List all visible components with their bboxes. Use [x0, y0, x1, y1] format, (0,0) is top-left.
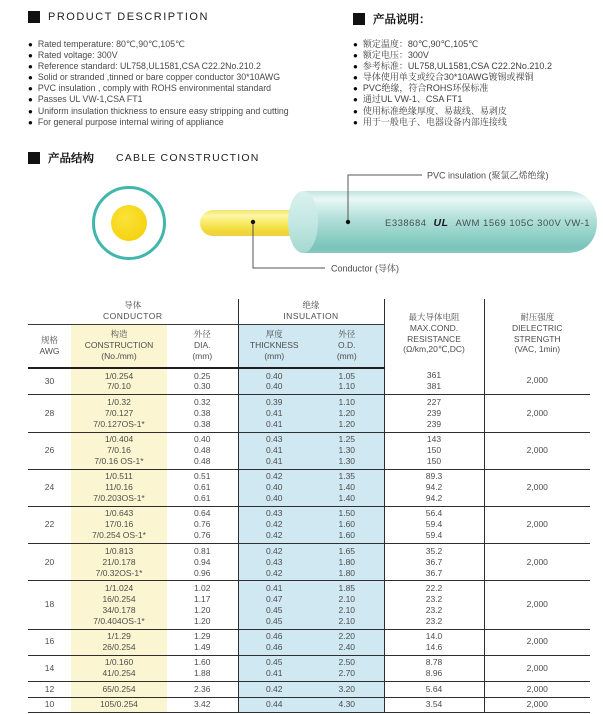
- dia-header: 外径 DIA. (mm): [167, 324, 238, 368]
- list-item: ● Passes UL VW-1,CSA FT1: [28, 94, 143, 105]
- cell-dia: 0.40 0.48 0.48: [193, 434, 211, 466]
- cell-thickness: 0.42 0.40 0.40: [238, 469, 310, 506]
- cell-thickness: 0.46 0.46: [238, 629, 310, 655]
- thickness-header: 厚度 THICKNESS (mm): [238, 324, 310, 368]
- bullet-icon: ●: [353, 95, 358, 105]
- cell-resistance: 8.78 8.96: [384, 655, 484, 681]
- cell-resistance: 35.2 36.7 36.7: [384, 544, 484, 581]
- insulation-end-face: [288, 191, 318, 253]
- list-item: ● 额定电压：300V: [353, 50, 429, 61]
- cell-strength: 2,000: [484, 581, 590, 629]
- section-title-zh: 产品结构: [48, 153, 94, 165]
- cell-od: 1.10 1.20 1.20: [310, 395, 384, 432]
- cell-resistance: 227 239 239: [384, 395, 484, 432]
- conductor-core-circle: [111, 205, 147, 241]
- table-row: [28, 432, 590, 469]
- bullet-icon: ●: [28, 62, 33, 72]
- table-row: [28, 368, 590, 395]
- cell-strength: 2,000: [484, 395, 590, 432]
- cell-dia: 0.32 0.38 0.38: [193, 396, 211, 429]
- bullet-icon: ●: [353, 117, 358, 127]
- cell-construction: 65/0.254: [71, 682, 167, 697]
- list-item: ● 使用标准绝缘厚度、易裁线、易剥皮: [353, 105, 507, 116]
- cell-thickness: 0.42: [238, 682, 310, 697]
- bullet-icon: ●: [28, 117, 33, 127]
- section-square-icon: [28, 152, 40, 164]
- cell-awg: 28: [44, 407, 55, 418]
- cable-construction-header: [28, 150, 260, 166]
- cell-od: 2.20 2.40: [310, 629, 384, 655]
- table-row: [28, 581, 590, 629]
- list-item: ● Solid or stranded ,tinned or bare copper conductor 30*10AWG: [28, 72, 281, 83]
- cell-awg: 16: [44, 636, 55, 647]
- section-title-en: CABLE CONSTRUCTION: [116, 152, 260, 164]
- cell-strength: 2,000: [484, 655, 590, 681]
- cell-od: 1.05 1.10: [310, 368, 384, 395]
- specification-table: [28, 299, 590, 713]
- table-row: [28, 395, 590, 432]
- cable-3d-diagram: [195, 165, 603, 287]
- cell-awg: 18: [44, 599, 55, 610]
- conductor-group-header: 导体 CONDUCTOR: [28, 299, 238, 324]
- ul-mark-icon: UL: [433, 217, 449, 229]
- cell-strength: 2,000: [484, 682, 590, 697]
- bullet-icon: ●: [28, 40, 33, 49]
- cell-dia: 1.29 1.49: [193, 631, 211, 652]
- table-row: [28, 629, 590, 655]
- bullet-icon: ●: [353, 84, 358, 94]
- section-square-icon: [353, 13, 365, 25]
- product-description-zh-header: [353, 11, 431, 27]
- product-description-zh-list: [353, 39, 552, 128]
- list-item: ● PVC绝缘，符合ROHS环保标准: [353, 83, 489, 94]
- bullet-icon: ●: [353, 51, 358, 61]
- cell-thickness: 0.43 0.41 0.41: [238, 432, 310, 469]
- table-body: [28, 368, 590, 712]
- bullet-icon: ●: [28, 51, 33, 61]
- cell-dia: 2.36: [193, 683, 211, 694]
- list-item: ● 参考标准：UL758,UL1581,CSA C22.2No.210.2: [353, 61, 552, 72]
- strength-header: 耐压强度 DIELECTRIC STRENGTH (VAC, 1min): [484, 299, 590, 368]
- cell-od: 1.35 1.40 1.40: [310, 469, 384, 506]
- list-item: ● For general purpose internal wiring of appliance: [28, 116, 224, 127]
- list-item: ● Rated temperature: 80℃,90℃,105℃: [28, 39, 185, 49]
- cell-resistance: 14.0 14.6: [384, 629, 484, 655]
- table-row: [28, 682, 590, 697]
- cell-thickness: 0.39 0.41 0.41: [238, 395, 310, 432]
- list-item: ● 导体使用单支或绞合30*10AWG镀锡或裸铜: [353, 72, 534, 83]
- table-row: [28, 655, 590, 681]
- resistance-header: 最大导体电阻 MAX.COND. RESISTANCE (Ω/km,20℃,DC): [384, 299, 484, 368]
- cell-dia: 0.51 0.61 0.61: [193, 471, 211, 504]
- list-item: ● 用于一般电子、电器设备内部连接线: [353, 116, 507, 127]
- table-row: [28, 506, 590, 543]
- cell-dia: 0.64 0.76 0.76: [193, 508, 211, 541]
- insulation-group-header: 绝缘 INSULATION: [238, 299, 384, 324]
- cell-strength: 2,000: [484, 544, 590, 581]
- cell-od: 1.50 1.60 1.60: [310, 506, 384, 543]
- bullet-icon: ●: [353, 106, 358, 116]
- cell-dia: 0.25 0.30: [193, 370, 211, 392]
- list-item: ● Rated voltage: 300V: [28, 50, 118, 61]
- cable-cross-section: [92, 186, 166, 260]
- cell-strength: 2,000: [484, 697, 590, 712]
- bullet-icon: ●: [28, 95, 33, 105]
- section-title: 产品说明：: [373, 14, 431, 26]
- list-item: ● PVC insulation , comply with ROHS environmental standard: [28, 83, 272, 94]
- list-item: ● Reference standard: UL758,UL1581,CSA C22.2No.210.2: [28, 61, 261, 72]
- table-row: [28, 469, 590, 506]
- cell-awg: 12: [44, 683, 55, 694]
- cell-resistance: 3.54: [384, 697, 484, 712]
- cell-dia: 1.60 1.88: [193, 657, 211, 679]
- bullet-icon: ●: [353, 40, 358, 49]
- group-header-row: [28, 299, 590, 324]
- conductor-anchor-dot: [251, 220, 255, 224]
- awg-header: 规格 AWG: [28, 324, 71, 368]
- cell-resistance: 89.3 94.2 94.2: [384, 469, 484, 506]
- cell-awg: 14: [44, 662, 55, 673]
- cell-awg: 22: [44, 519, 55, 530]
- cell-od: 2.50 2.70: [310, 655, 384, 681]
- list-item: ● Uniform insulation thickness to ensure easy stripping and cutting: [28, 105, 289, 116]
- cell-construction: 105/0.254: [71, 697, 167, 712]
- cell-awg: 20: [44, 556, 55, 567]
- table-row: [28, 544, 590, 581]
- cell-construction: 1/0.32 7/0.127 7/0.127OS-1*: [71, 395, 167, 432]
- cell-construction: 1/0.404 7/0.16 7/0.16 OS-1*: [71, 432, 167, 469]
- table-row: [28, 697, 590, 712]
- cell-construction: 1/0.254 7/0.10: [71, 368, 167, 395]
- cable-marking-text: E338684 UL AWM 1569 105C 300V VW-1: [385, 217, 591, 229]
- cell-thickness: 0.43 0.42 0.42: [238, 506, 310, 543]
- cell-strength: 2,000: [484, 469, 590, 506]
- bullet-icon: ●: [28, 73, 33, 83]
- cell-strength: 2,000: [484, 432, 590, 469]
- cell-construction: 1/0.511 11/0.16 7/0.203OS-1*: [71, 469, 167, 506]
- cell-strength: 2,000: [484, 368, 590, 395]
- cell-construction: 1/1.024 16/0.254 34/0.178 7/0.404OS-1*: [71, 581, 167, 629]
- cell-resistance: 361 381: [384, 368, 484, 395]
- cell-dia: 3.42: [193, 699, 211, 710]
- cell-od: 1.85 2.10 2.10 2.10: [310, 581, 384, 629]
- cell-awg: 24: [44, 482, 55, 493]
- product-description-header: [28, 11, 209, 23]
- construction-header: 构造 CONSTRUCTION (No./mm): [71, 324, 167, 368]
- bullet-icon: ●: [28, 84, 33, 94]
- cell-resistance: 56.4 59.4 59.4: [384, 506, 484, 543]
- bullet-icon: ●: [353, 62, 358, 72]
- cell-strength: 2,000: [484, 506, 590, 543]
- cell-od: 3.20: [310, 682, 384, 697]
- cell-resistance: 5.64: [384, 682, 484, 697]
- cell-thickness: 0.44: [238, 697, 310, 712]
- product-description-list: [28, 39, 289, 128]
- cell-thickness: 0.42 0.43 0.42: [238, 544, 310, 581]
- list-item: ● 额定温度：80℃,90℃,105℃: [353, 39, 479, 49]
- cell-resistance: 143 150 150: [384, 432, 484, 469]
- conductor-label: Conductor (导体): [331, 263, 400, 274]
- cell-thickness: 0.45 0.41: [238, 655, 310, 681]
- cell-thickness: 0.41 0.47 0.45 0.45: [238, 581, 310, 629]
- cell-thickness: 0.40 0.40: [238, 368, 310, 395]
- cell-awg: 10: [44, 699, 55, 710]
- pvc-insulation-label: PVC insulation (聚氯乙烯绝缘): [427, 170, 549, 181]
- cell-dia: 1.02 1.17 1.20 1.20: [193, 582, 211, 626]
- bullet-icon: ●: [28, 106, 33, 116]
- cell-od: 4.30: [310, 697, 384, 712]
- cell-resistance: 22.2 23.2 23.2 23.2: [384, 581, 484, 629]
- cell-construction: 1/0.643 17/0.16 7/0.254 OS-1*: [71, 506, 167, 543]
- cell-awg: 30: [44, 375, 55, 386]
- cell-od: 1.25 1.30 1.30: [310, 432, 384, 469]
- section-title: PRODUCT DESCRIPTION: [48, 11, 209, 23]
- section-square-icon: [28, 11, 40, 23]
- od-header: 外径 O.D. (mm): [310, 324, 384, 368]
- pvc-anchor-dot: [346, 220, 350, 224]
- bullet-icon: ●: [353, 73, 358, 83]
- cell-construction: 1/0.160 41/0.254: [71, 655, 167, 681]
- list-item: ● 通过UL VW-1、CSA FT1: [353, 94, 463, 105]
- cell-dia: 0.81 0.94 0.96: [193, 545, 211, 578]
- cell-od: 1.65 1.80 1.80: [310, 544, 384, 581]
- cell-awg: 26: [44, 444, 55, 455]
- cell-construction: 1/0.813 21/0.178 7/0.32OS-1*: [71, 544, 167, 581]
- cell-strength: 2,000: [484, 629, 590, 655]
- cell-construction: 1/1.29 26/0.254: [71, 629, 167, 655]
